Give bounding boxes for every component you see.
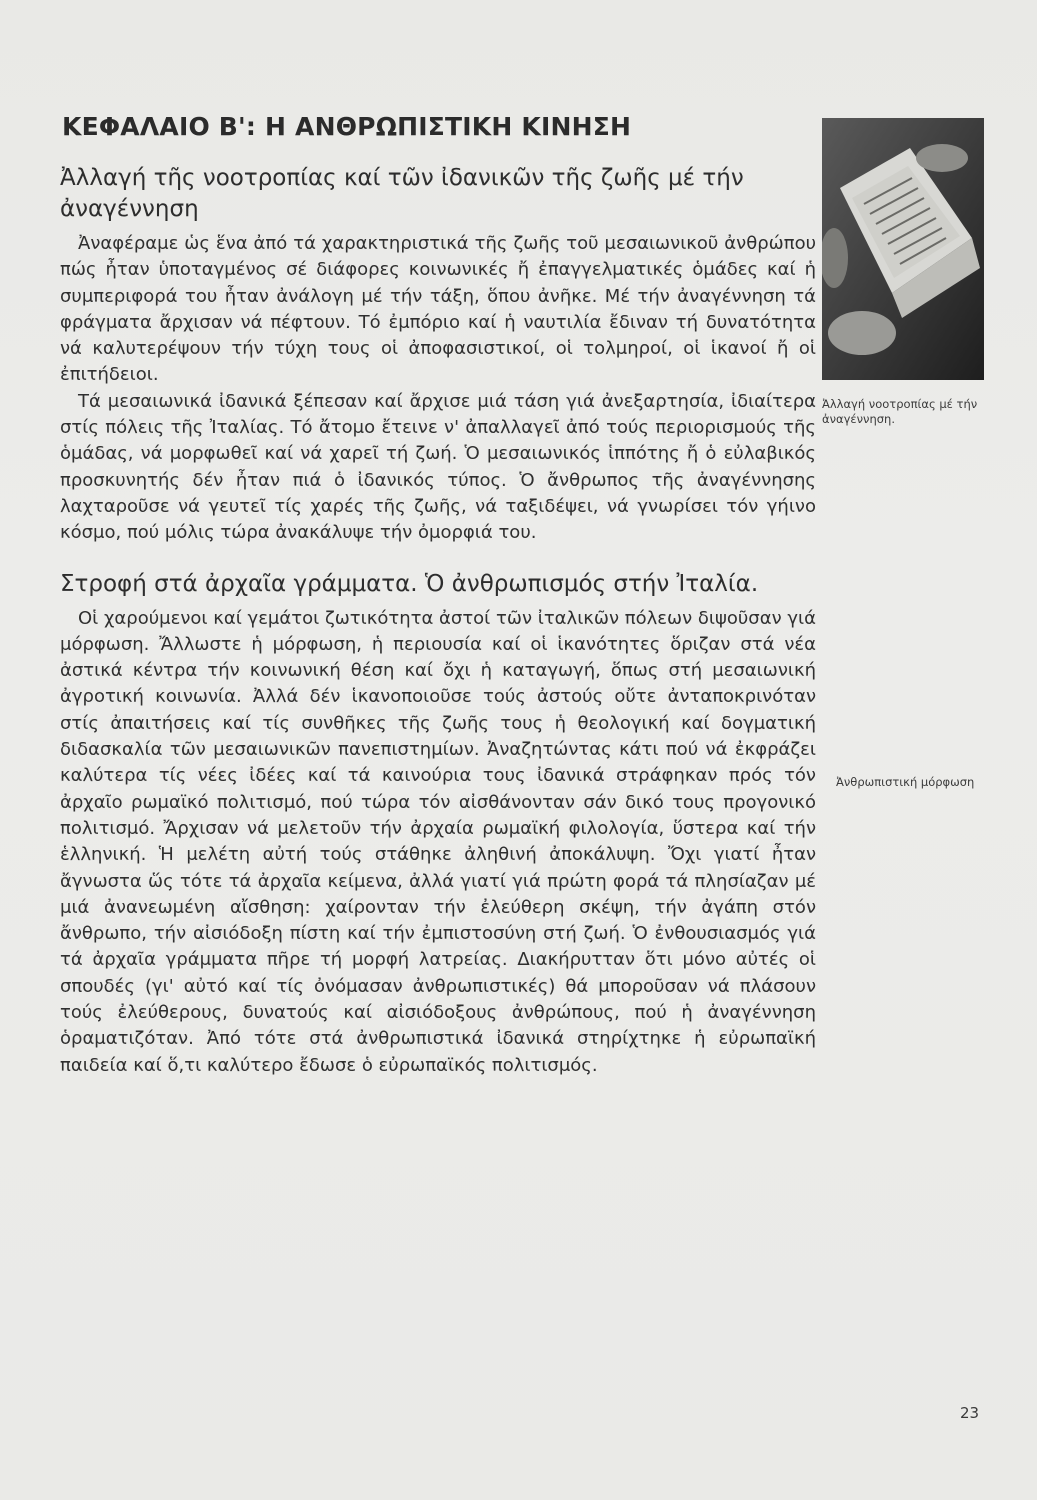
section-heading-2: Στροφή στά ἀρχαῖα γράμματα. Ὁ ἀνθρωπισμός στήν Ἰταλία. [60,570,759,597]
section-heading-1: Ἀλλαγή τῆς νοοτροπίας καί τῶν ἰδανικῶν τῆς ζωῆς μέ τήν ἀναγέννηση [60,165,744,222]
margin-note-2: Ἀνθρωπιστική μόρφωση [836,775,975,789]
paragraph-3: Οἱ χαρούμενοι καί γεμάτοι ζωτικότητα ἀστοί τῶν ἰταλικῶν πόλεων διψοῦσαν γιά μόρφωση. Ἄλλωστε ἡ μόρφωση, ἡ περιουσία καί οἱ ἱκανότητες ὅριζαν στά νέα ἀστικά κέντρα τήν κοινωνική θέση καί ὄχι ἡ καταγωγή, ὅπως στή μεσαιωνική ἀγροτική κοινωνία. Ἀλλά δέν ἱκανοποιοῦσε τούς ἀστούς οὔτε ἀνταποκρινόταν στίς ἀπαιτήσεις καί τίς συνθῆκες τῆς ζωῆς τους ἡ θεολογική καί δογματική διδασκαλία τῶν μεσαιωνικῶν πανεπιστημίων. Ἀναζητώντας κάτι πού νά ἐκφράζει καλύτερα τίς νέες ἰδέες καί τά καινούρια τους ἰδανικά στράφηκαν πρός τόν ἀρχαῖο ρωμαϊκό πολιτισμό, πού τώρα τόν αἰσθάνονταν σάν δικό τους προγονικό πολιτισμό. Ἄρχισαν νά μελετοῦν τήν ἀρχαία ρωμαϊκή φιλολογία, ὕστερα καί τήν ἑλληνική. Ἡ μελέτη αὐτή τούς στάθηκε ἀληθινή ἀποκάλυψη. Ὄχι γιατί ἦταν ἄγνωστα ὥς τότε τά ἀρχαῖα κείμενα, ἀλλά γιατί γιά πρώτη φορά τά πλησίαζαν μέ μιά ἀνανεωμένη αἴσθηση: χαίρονταν τήν ἐλεύθερη σκέψη, τήν ἀγάπη στόν ἄνθρωπο, τήν αἰσιόδοξη πίστη καί τήν ἐμπιστοσύνη στή ζωή. Ὁ ἐνθουσιασμός γιά τά ἀρχαῖα γράμματα πῆρε τή μορφή λατρείας. Διακήρυτταν ὅτι μόνο αὐτές οἱ σπουδές (γι' αὐτό καί τίς ὀνόμασαν ἀνθρωπιστικές) θά μποροῦσαν νά πλάσουν τούς ἐλεύθερους, δυνατούς καί αἰσιόδοξους ἀνθρώπους, πού ἡ ἀναγέννηση ὁραματιζόταν. Ἀπό τότε στά ἀνθρωπιστικά ἰδανικά στηρίχτηκε ἡ εὐρωπαϊκή παιδεία καί ὅ,τι καλύτερο ἔδωσε ὁ εὐρωπαϊκός πολιτισμός. [60,607,816,1076]
main-column [60,112,816,1079]
chapter-title: ΚΕΦΑΛΑΙΟ Β': Η ΑΝΘΡΩΠΙΣΤΙΚΗ ΚΙΝΗΣΗ [62,112,632,141]
page-number: 23 [960,1404,980,1422]
paragraph-1: Ἀναφέραμε ὡς ἕνα ἀπό τά χαρακτηριστικά τῆς ζωῆς τοῦ μεσαιωνικοῦ ἀνθρώπου πώς ἦταν ὑποταγμένος σέ διάφορες κοινωνικές ἤ ἐπαγγελματικές ὁμάδες καί ἡ συμπεριφορά του ἦταν ἀνάλογη μέ τήν τάξη, ὅπου ἀνῆκε. Μέ τήν ἀναγέννηση τά φράγματα ἄρχισαν νά πέφτουν. Τό ἐμπόριο καί ἡ ναυτιλία ἔδιναν τή δυνατότητα νά καλυτερέψουν τήν τύχη τους οἱ ἀποφασιστικοί, οἱ τολμηροί, οἱ ἱκανοί ἤ οἱ ἐπιτήδειοι. [60,233,816,386]
paragraph-2: Τά μεσαιωνικά ἰδανικά ξέπεσαν καί ἄρχισε μιά τάση γιά ἀνεξαρτησία, ἰδιαίτερα στίς πόλεις τῆς Ἰταλίας. Τό ἄτομο ἔτεινε ν' ἀπαλλαγεῖ ἀπό τούς περιορισμούς τῆς ὁμάδας, νά μορφωθεῖ καί νά χαρεῖ τή ζωή. Ὁ μεσαιωνικός ἱππότης ἤ ὁ εὐλαβικός προσκυνητής δέν ἦταν πιά ὁ ἰδανικός τύπος. Ὁ ἄνθρωπος τῆς ἀναγέννησης λαχταροῦσε νά γευτεῖ τίς χαρές τῆς ζωῆς, νά ταξιδέψει, νά γνωρίσει τόν γήινο κόσμο, πού μόλις τώρα ἀνακάλυψε τήν ὀμορφιά του. [60,390,816,544]
book-photo [822,118,984,380]
margin-note-1: Ἀλλαγή νοοτροπίας μέ τήν ἀναγέννηση. [822,397,978,426]
